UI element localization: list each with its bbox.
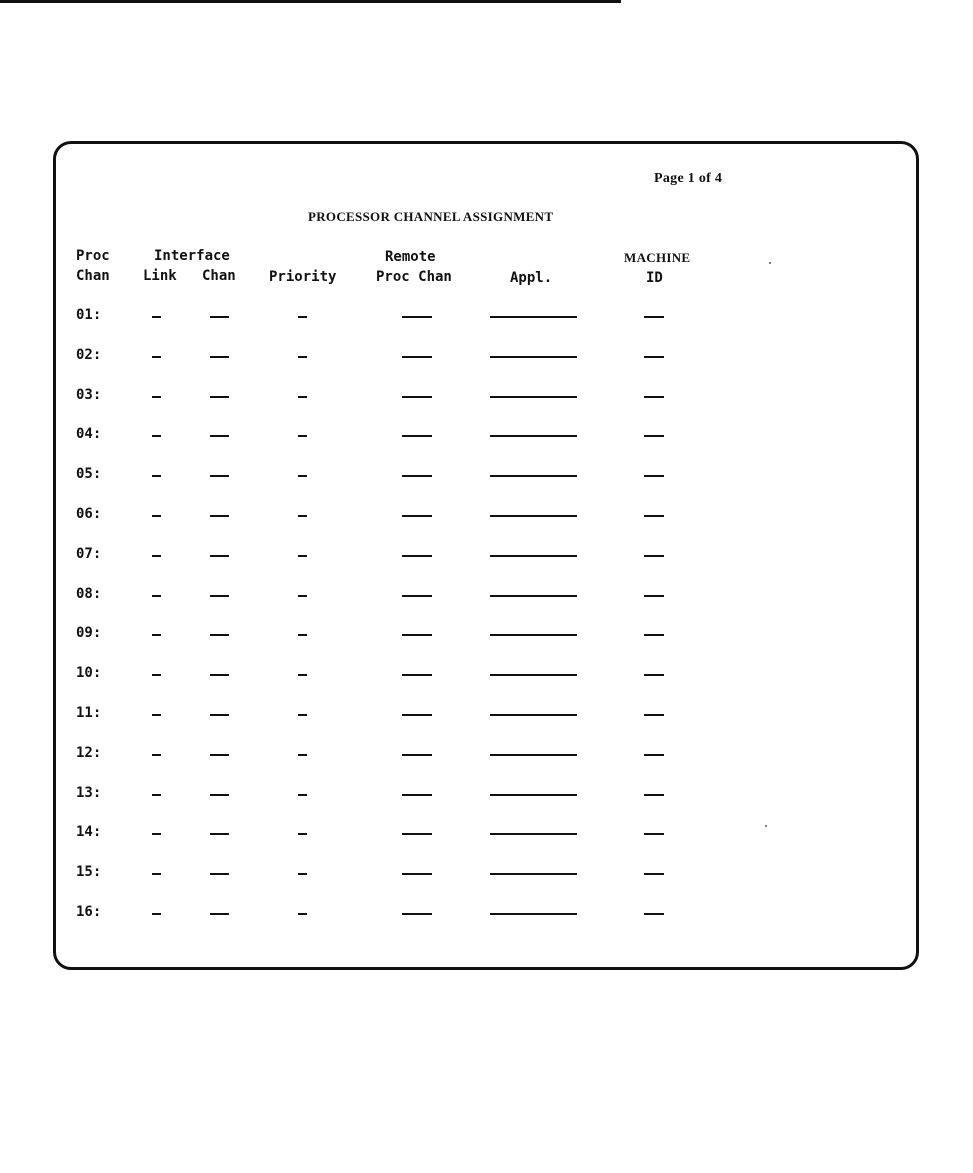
table-row (56, 783, 922, 823)
table-row (56, 305, 922, 345)
table-row (56, 385, 922, 425)
priority-field[interactable] (298, 754, 307, 756)
remote-proc-chan-field[interactable] (402, 674, 432, 676)
interface-chan-field[interactable] (210, 754, 229, 756)
priority-field[interactable] (298, 435, 307, 437)
appl-field[interactable] (490, 316, 577, 318)
interface-chan-field[interactable] (210, 396, 229, 398)
link-field[interactable] (152, 515, 161, 517)
machine-id-field[interactable] (644, 316, 664, 318)
table-row (56, 822, 922, 862)
interface-chan-field[interactable] (210, 475, 229, 477)
priority-field[interactable] (298, 396, 307, 398)
terminal-screen (53, 141, 919, 970)
link-field[interactable] (152, 555, 161, 557)
table-row (56, 902, 922, 942)
remote-proc-chan-field[interactable] (402, 435, 432, 437)
table-row (56, 703, 922, 743)
remote-proc-chan-field[interactable] (402, 555, 432, 557)
machine-id-field[interactable] (644, 475, 664, 477)
appl-field[interactable] (490, 396, 577, 398)
link-field[interactable] (152, 435, 161, 437)
link-field[interactable] (152, 356, 161, 358)
interface-chan-field[interactable] (210, 794, 229, 796)
interface-chan-field[interactable] (210, 674, 229, 676)
machine-id-field[interactable] (644, 356, 664, 358)
appl-field[interactable] (490, 356, 577, 358)
appl-field[interactable] (490, 714, 577, 716)
header-proc: Proc (76, 248, 110, 264)
appl-field[interactable] (490, 515, 577, 517)
priority-field[interactable] (298, 356, 307, 358)
machine-id-field[interactable] (644, 555, 664, 557)
header-link: Link (143, 268, 177, 284)
priority-field[interactable] (298, 674, 307, 676)
interface-chan-field[interactable] (210, 873, 229, 875)
appl-field[interactable] (490, 913, 577, 915)
row-label: 15: (76, 864, 102, 881)
priority-field[interactable] (298, 833, 307, 835)
link-field[interactable] (152, 833, 161, 835)
link-field[interactable] (152, 873, 161, 875)
row-label: 09: (76, 625, 102, 642)
interface-chan-field[interactable] (210, 833, 229, 835)
remote-proc-chan-field[interactable] (402, 873, 432, 875)
header-chan: Chan (76, 268, 110, 284)
remote-proc-chan-field[interactable] (402, 396, 432, 398)
remote-proc-chan-field[interactable] (402, 595, 432, 597)
remote-proc-chan-field[interactable] (402, 833, 432, 835)
priority-field[interactable] (298, 634, 307, 636)
machine-id-field[interactable] (644, 435, 664, 437)
remote-proc-chan-field[interactable] (402, 794, 432, 796)
row-label: 08: (76, 585, 102, 602)
table-row (56, 663, 922, 703)
remote-proc-chan-field[interactable] (402, 475, 432, 477)
link-field[interactable] (152, 316, 161, 318)
link-field[interactable] (152, 634, 161, 636)
link-field[interactable] (152, 754, 161, 756)
priority-field[interactable] (298, 913, 307, 915)
interface-chan-field[interactable] (210, 714, 229, 716)
remote-proc-chan-field[interactable] (402, 515, 432, 517)
interface-chan-field[interactable] (210, 515, 229, 517)
row-label: 16: (76, 904, 102, 920)
appl-field[interactable] (490, 634, 577, 636)
appl-field[interactable] (490, 475, 577, 477)
appl-field[interactable] (490, 555, 577, 557)
page-indicator: Page 1 of 4 (654, 171, 723, 186)
header-appl: Appl. (510, 270, 553, 286)
interface-chan-field[interactable] (210, 634, 229, 636)
appl-field[interactable] (490, 873, 577, 875)
remote-proc-chan-field[interactable] (402, 356, 432, 358)
table-row (56, 584, 922, 624)
row-label: 13: (76, 784, 102, 801)
row-label: 14: (76, 824, 102, 841)
link-field[interactable] (152, 674, 161, 676)
machine-id-field[interactable] (644, 714, 664, 716)
table-row (56, 504, 922, 544)
machine-id-field[interactable] (644, 873, 664, 875)
header-remote-proc-chan: Proc Chan (376, 269, 452, 285)
remote-proc-chan-field[interactable] (402, 316, 432, 318)
priority-field[interactable] (298, 794, 307, 796)
link-field[interactable] (152, 396, 161, 398)
screen-title: PROCESSOR CHANNEL ASSIGNMENT (308, 209, 554, 224)
top-rule (0, 0, 621, 3)
appl-field[interactable] (490, 794, 577, 796)
row-label: 07: (76, 545, 102, 562)
link-field[interactable] (152, 913, 161, 915)
row-label: 12: (76, 744, 102, 761)
row-label: 11: (76, 705, 102, 721)
table-row (56, 544, 922, 584)
interface-chan-field[interactable] (210, 316, 229, 318)
machine-id-field[interactable] (644, 913, 664, 915)
appl-field[interactable] (490, 754, 577, 756)
table-row (56, 464, 922, 504)
machine-id-field[interactable] (644, 754, 664, 756)
table-row (56, 862, 922, 902)
remote-proc-chan-field[interactable] (402, 754, 432, 756)
machine-id-field[interactable] (644, 396, 664, 398)
interface-chan-field[interactable] (210, 435, 229, 437)
row-label: 03: (76, 386, 102, 403)
row-label: 05: (76, 466, 102, 483)
table-row (56, 424, 922, 464)
machine-id-field[interactable] (644, 634, 664, 636)
appl-field[interactable] (490, 833, 577, 835)
remote-proc-chan-field[interactable] (402, 634, 432, 636)
machine-id-field[interactable] (644, 515, 664, 517)
row-label: 10: (76, 665, 102, 682)
machine-id-field[interactable] (644, 794, 664, 796)
link-field[interactable] (152, 595, 161, 597)
row-label: 02: (76, 346, 102, 363)
link-field[interactable] (152, 794, 161, 796)
row-label: 06: (76, 506, 102, 522)
remote-proc-chan-field[interactable] (402, 714, 432, 716)
interface-chan-field[interactable] (210, 913, 229, 915)
priority-field[interactable] (298, 475, 307, 477)
machine-id-field[interactable] (644, 833, 664, 835)
machine-id-field[interactable] (644, 674, 664, 676)
priority-field[interactable] (298, 555, 307, 557)
interface-chan-field[interactable] (210, 555, 229, 557)
remote-proc-chan-field[interactable] (402, 913, 432, 915)
appl-field[interactable] (490, 435, 577, 437)
header-priority: Priority (269, 269, 337, 285)
appl-field[interactable] (490, 674, 577, 676)
table-row (56, 623, 922, 663)
appl-field[interactable] (490, 595, 577, 597)
priority-field[interactable] (298, 873, 307, 875)
priority-field[interactable] (298, 595, 307, 597)
link-field[interactable] (152, 714, 161, 716)
interface-chan-field[interactable] (210, 595, 229, 597)
priority-field[interactable] (298, 515, 307, 517)
header-interface: Interface (154, 248, 230, 264)
priority-field[interactable] (298, 316, 307, 318)
header-id: ID (646, 270, 663, 286)
interface-chan-field[interactable] (210, 356, 229, 358)
header-remote: Remote (385, 249, 436, 265)
machine-id-field[interactable] (644, 595, 664, 597)
row-label: 04: (76, 426, 102, 443)
priority-field[interactable] (298, 714, 307, 716)
table-row (56, 345, 922, 385)
header-machine: MACHINE (624, 250, 691, 265)
link-field[interactable] (152, 475, 161, 477)
header-interface-chan: Chan (202, 268, 236, 284)
row-label: 01: (76, 307, 102, 323)
table-row (56, 743, 922, 783)
speck (769, 262, 771, 264)
